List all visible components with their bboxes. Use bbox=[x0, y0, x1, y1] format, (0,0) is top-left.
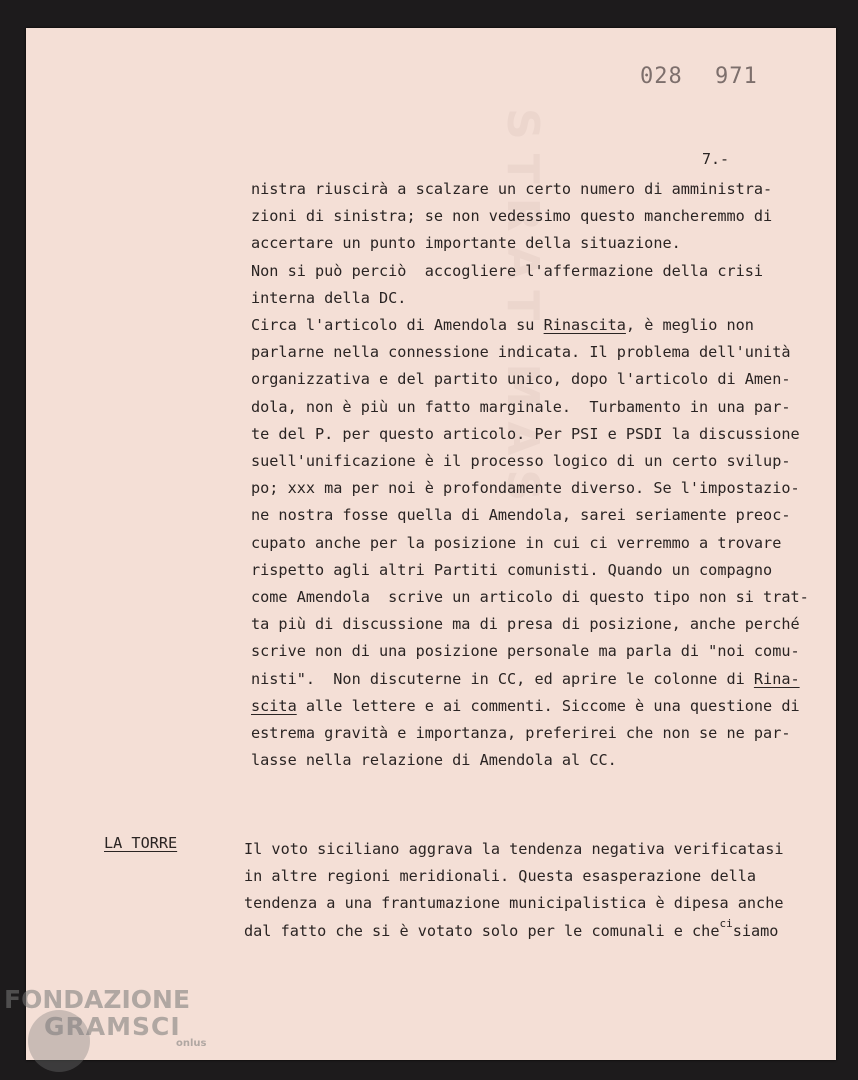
text-line: dola, non è più un fatto marginale. Turbamento in una par- bbox=[251, 397, 791, 416]
text-line: nistra riuscirà a scalzare un certo numero di amministra- bbox=[251, 180, 773, 198]
text-line: po; xxx ma per noi è profondamente diverso. Se l'impostazio- bbox=[251, 479, 800, 498]
text-line: suell'unificazione è il processo logico di un certo svilup- bbox=[251, 452, 791, 471]
text-line: cupato anche per la posizione in cui ci verremmo a trovare bbox=[251, 533, 782, 552]
text-line: , è meglio non bbox=[625, 316, 754, 335]
text-line: rispetto agli altri Partiti comunisti. Quando un compagno bbox=[251, 560, 773, 579]
text-line: Il voto siciliano aggrava la tendenza negativa verificatasi bbox=[244, 840, 784, 858]
text-line: siamo bbox=[732, 921, 779, 940]
text-line: organizzativa e del partito unico, dopo l'articolo di Amen- bbox=[251, 370, 791, 389]
document-page bbox=[26, 28, 836, 1060]
logo-line-2: GRAMSCI bbox=[44, 1012, 181, 1041]
text-line: accertare un punto importante della situazione. bbox=[251, 234, 681, 253]
text-line: dal fatto che si è votato solo per le comunali e che bbox=[244, 921, 720, 940]
page-number: 7.- bbox=[702, 150, 730, 168]
logo-line-3: onlus bbox=[176, 1038, 207, 1049]
underlined-title: scita bbox=[251, 696, 297, 715]
underlined-title: Rina- bbox=[753, 669, 800, 688]
speaker-name: LA TORRE bbox=[104, 834, 178, 852]
logo-line-1: FONDAZIONE bbox=[4, 985, 191, 1014]
text-line: ta più di discussione ma di presa di posizione, anche perché bbox=[251, 615, 800, 634]
text-line: Non si può perciò accogliere l'affermazione della crisi bbox=[251, 261, 764, 280]
background-stamp: STRAT MAS bbox=[497, 108, 548, 516]
text-line: te del P. per questo articolo. Per PSI e PSDI la discussione bbox=[251, 424, 800, 443]
text-line: interna della DC. bbox=[251, 288, 407, 307]
text-line: nisti". Non discuterne in CC, ed aprire le colonne di bbox=[251, 669, 754, 688]
archive-number: 028 971 bbox=[640, 64, 758, 89]
speech-paragraph bbox=[244, 836, 783, 946]
text-line: lasse nella relazione di Amendola al CC. bbox=[251, 751, 617, 770]
text-line: alle lettere e ai commenti. Siccome è una questione di bbox=[296, 696, 800, 715]
text-line: ne nostra fosse quella di Amendola, sarei seriamente preoc- bbox=[251, 506, 791, 525]
text-line: zioni di sinistra; se non vedessimo questo mancheremmo di bbox=[251, 207, 773, 226]
handwritten-insertion: ci bbox=[719, 916, 733, 930]
text-line: scrive non di una posizione personale ma parla di "noi comu- bbox=[251, 642, 800, 661]
text-line: tendenza a una frantumazione municipalistica è dipesa anche bbox=[244, 894, 784, 913]
text-line: parlarne nella connessione indicata. Il problema dell'unità bbox=[251, 343, 791, 362]
text-line: come Amendola scrive un articolo di questo tipo non si trat- bbox=[251, 588, 809, 607]
underlined-title: Rinascita bbox=[543, 316, 626, 335]
fondazione-gramsci-logo bbox=[4, 986, 207, 1049]
text-line: in altre regioni meridionali. Questa esasperazione della bbox=[244, 867, 757, 886]
main-paragraph bbox=[251, 176, 809, 774]
text-line: estrema gravità e importanza, preferirei che non se ne par- bbox=[251, 724, 791, 743]
text-line: Circa l'articolo di Amendola su bbox=[251, 316, 544, 335]
